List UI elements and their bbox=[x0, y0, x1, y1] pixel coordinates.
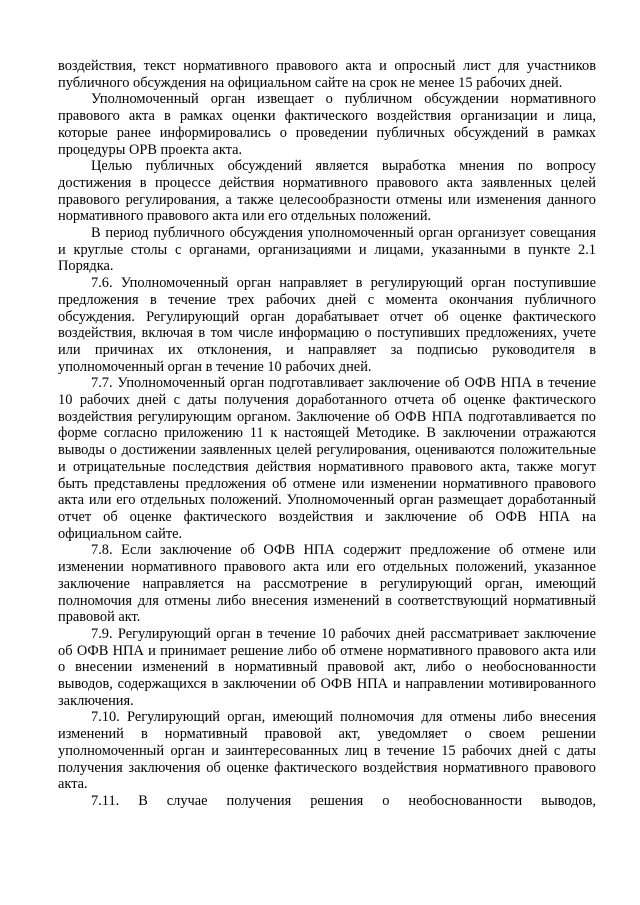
paragraph-continuation: воздействия, текст нормативного правового акта и опросный лист для участников публичного обсуждения на официальном сайте на срок не менее 15 рабочих дней. bbox=[58, 58, 596, 91]
paragraph-7-10: 7.10. Регулирующий орган, имеющий полномочия для отмены либо внесения изменений в нормативный правовой акт, уведомляет о своем решении уполномоченный орган и заинтересованных лиц в течение 15 рабочих дней с даты получения заключения об оценке фактического воздействия нормативного правового акта. bbox=[58, 709, 596, 793]
paragraph-7-8: 7.8. Если заключение об ОФВ НПА содержит предложение об отмене или изменении нормативного правового акта или его отдельных положений, указанное заключение направляется на рассмотрение в регулирующий орган, имеющий полномочия для отмены либо внесения изменений в соответствующий нормативный правовой акт. bbox=[58, 542, 596, 626]
paragraph-7-6: 7.6. Уполномоченный орган направляет в регулирующий орган поступившие предложения в течение трех рабочих дней с момента окончания публичного обсуждения. Регулирующий орган дорабатывает отчет об оценке фактического воздействия, включая в том числе информацию о поступивших предложениях, учете или причинах их отклонения, и направляет за подписью руководителя в уполномоченный орган в течение 10 рабочих дней. bbox=[58, 275, 596, 375]
paragraph-discussion-goal: Целью публичных обсуждений является выработка мнения по вопросу достижения в процессе действия нормативного правового акта заявленных целей правового регулирования, а также целесообразности отмены или изменения данного нормативного правового акта или его отдельных положений. bbox=[58, 158, 596, 225]
document-page bbox=[58, 58, 596, 810]
paragraph-7-11: 7.11. В случае получения решения о необоснованности выводов, bbox=[91, 792, 596, 809]
paragraph-public-discussion-notice: Уполномоченный орган извещает о публичном обсуждении нормативного правового акта в рамках оценки фактического воздействия организации и лица, которые ранее информировались о проведении публичных обсуждений в рамках процедуры ОРВ проекта акта. bbox=[58, 91, 596, 158]
paragraph-7-9: 7.9. Регулирующий орган в течение 10 рабочих дней рассматривает заключение об ОФВ НПА и принимает решение либо об отмене нормативного правового акта или о внесении изменений в нормативный правовой акт, либо о необоснованности выводов, содержащихся в заключении об ОФВ НПА и направлении мотивированного заключения. bbox=[58, 625, 596, 709]
paragraph-7-7: 7.7. Уполномоченный орган подготавливает заключение об ОФВ НПА в течение 10 рабочих дней с даты получения доработанного отчета об оценке фактического воздействия регулирующим органом. Заключение об ОФВ НПА подготавливается по форме согласно приложению 11 к настоящей Методике. В заключении отражаются выводы о достижении заявленных целей регулирования, оцениваются положительные и отрицательные последствия действия нормативного правового акта, также могут быть представлены предложения об отмене или изменении нормативного правового акта или его отдельных положений. Уполномоченный орган размещает доработанный отчет об оценке фактического воздействия и заключение об ОФВ НПА на официальном сайте. bbox=[58, 375, 596, 542]
paragraph-discussion-meetings: В период публичного обсуждения уполномоченный орган организует совещания и круглые столы с органами, организациями и лицами, указанными в пункте 2.1 Порядка. bbox=[58, 225, 596, 275]
